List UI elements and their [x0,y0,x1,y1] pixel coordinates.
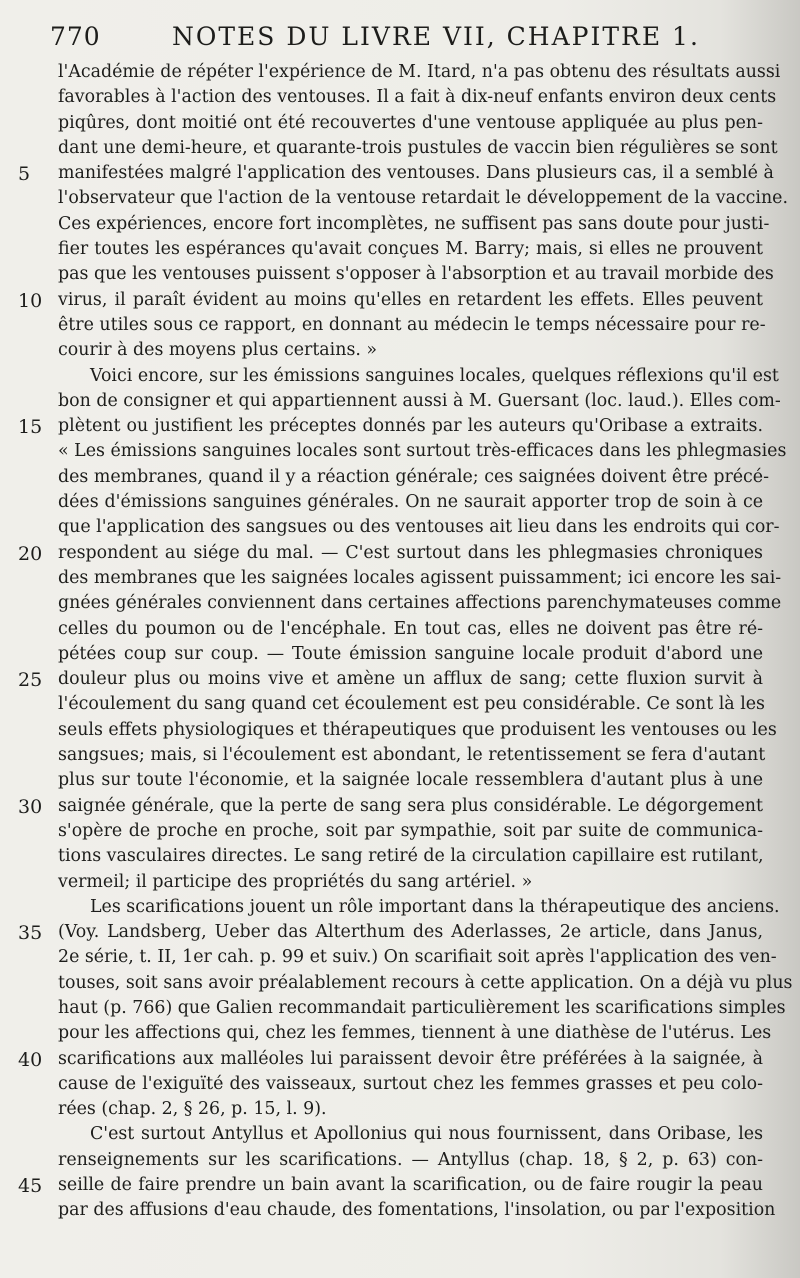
text-line [0,794,800,819]
text-line [0,591,800,616]
line-text: l'observateur que l'action de la ventouse retardait le développement de la vaccine. [58,188,788,209]
text-line [0,288,800,313]
text-line [0,1122,800,1147]
text-line [0,186,800,211]
line-text: des membranes, quand il y a réaction générale; ces saignées doivent être précé- [58,466,769,487]
text-line [0,617,800,642]
line-text: l'Académie de répéter l'expérience de M. Itard, n'a pas obtenu des résultats aussi [58,62,781,82]
line-text: C'est surtout Antyllus et Apollonius qui nous fournissent, dans Oribase, les [90,1124,763,1145]
text-line [0,111,800,136]
line-text: haut (p. 766) que Galien recommandait particulièrement les scarifications simples [58,997,786,1018]
text-line [0,1021,800,1046]
line-text: rées (chap. 2, § 26, p. 15, l. 9). [58,1099,327,1120]
text-line [0,844,800,869]
text-line [0,439,800,464]
page-number: 770 [50,22,101,51]
text-line [0,642,800,667]
text-line [0,262,800,287]
text-line [0,85,800,110]
line-text: douleur plus ou moins vive et amène un afflux de sang; cette fluxion survit à [58,669,763,690]
line-text: pour les affections qui, chez les femmes, tiennent à une diathèse de l'utérus. Les [58,1023,772,1044]
text-line [0,819,800,844]
text-line [0,313,800,338]
line-text: pétées coup sur coup. — Toute émission sanguine locale produit d'abord une [58,643,763,664]
text-line [0,364,800,389]
line-number: 15 [18,416,43,439]
text-line [0,1072,800,1097]
text-line [0,566,800,591]
line-text: plètent ou justifient les préceptes donnés par les auteurs qu'Oribase a extraits. [58,416,763,437]
text-line [0,996,800,1021]
line-text: celles du poumon ou de l'encéphale. En tout cas, elles ne doivent pas être ré- [58,618,763,639]
text-line [0,718,800,743]
line-number: 10 [18,289,43,312]
line-text: sangsues; mais, si l'écoulement est abondant, le retentissement se fera d'autant [58,745,766,766]
line-text: dant une demi-heure, et quarante-trois pustules de vaccin bien régulières se sont [58,137,778,158]
line-text: par des affusions d'eau chaude, des fomentations, l'insolation, ou par l'exposition [58,1200,776,1221]
text-line [0,414,800,439]
text-line [0,870,800,895]
line-text: seille de faire prendre un bain avant la scarification, ou de faire rougir la peau [58,1175,763,1196]
line-text: courir à des moyens plus certains. » [58,340,378,361]
line-text: l'écoulement du sang quand cet écoulement est peu considérable. Ce sont là les [58,694,765,715]
text-line [0,743,800,768]
line-text: Voici encore, sur les émissions sanguines locales, quelques réflexions qu'il est [90,365,779,386]
line-text: tions vasculaires directes. Le sang retiré de la circulation capillaire est rutilant, [58,846,764,867]
line-text: plus sur toute l'économie, et la saignée locale ressemblera d'autant plus à une [58,770,763,791]
line-text: gnées générales conviennent dans certaines affections parenchymateuses comme [58,593,782,614]
text-line [0,1198,800,1223]
text-line [0,237,800,262]
line-text: vermeil; il participe des propriétés du sang artériel. » [58,871,533,892]
line-text: que l'application des sangsues ou des ventouses ait lieu dans les endroits qui cor- [58,517,780,538]
line-text: renseignements sur les scarifications. — Antyllus (chap. 18, § 2, p. 63) con- [58,1149,763,1170]
line-text: touses, soit sans avoir préalablement recours à cette application. On a déjà vu plus [58,972,793,993]
text-line [0,212,800,237]
line-text: « Les émissions sanguines locales sont surtout très-efficaces dans les phlegmasies [58,441,787,462]
text-line [0,768,800,793]
line-text: scarifications aux malléoles lui paraissent devoir être préférées à la saignée, à [58,1048,763,1069]
line-text: seuls effets physiologiques et thérapeutiques que produisent les ventouses ou les [58,719,777,740]
text-line [0,1173,800,1198]
line-text: manifestées malgré l'application des ventouses. Dans plusieurs cas, il a semblé à [58,163,774,184]
line-text: bon de consigner et qui appartiennent aussi à M. Guersant (loc. laud.). Elles com- [58,390,781,411]
text-line [0,1047,800,1072]
line-text: des membranes que les saignées locales agissent puissamment; ici encore les sai- [58,567,782,588]
text-line [0,338,800,363]
line-text: pas que les ventouses puissent s'opposer à l'absorption et au travail morbide des [58,264,774,285]
line-text: 2e série, t. II, 1er cah. p. 99 et suiv.) On scarifiait soit après l'application des ven- [58,947,777,968]
running-head: NOTES DU LIVRE VII, CHAPITRE 1. [172,22,700,51]
line-text: saignée générale, que la perte de sang sera plus considérable. Le dégorgement [58,795,763,816]
text-line [0,60,800,85]
line-text: cause de l'exiguïté des vaisseaux, surtout chez les femmes grasses et peu colo- [58,1073,763,1094]
body-text [0,60,800,1224]
text-line [0,389,800,414]
text-line [0,541,800,566]
line-text: Ces expériences, encore fort incomplètes, ne suffisent pas sans doute pour justi- [58,213,770,234]
line-text: favorables à l'action des ventouses. Il a fait à dix-neuf enfants environ deux cents [58,87,777,108]
text-line [0,465,800,490]
line-text: être utiles sous ce rapport, en donnant au médecin le temps nécessaire pour re- [58,314,766,335]
line-number: 5 [18,163,31,186]
line-number: 30 [18,795,43,818]
text-line [0,490,800,515]
text-line [0,971,800,996]
text-line [0,945,800,970]
line-text: (Voy. Landsberg, Ueber das Alterthum des Aderlasses, 2e article, dans Janus, [58,922,763,943]
text-line [0,692,800,717]
line-number: 35 [18,922,43,945]
text-line [0,136,800,161]
line-text: respondent au siége du mal. — C'est surtout dans les phlegmasies chroniques [58,542,763,563]
line-text: piqûres, dont moitié ont été recouvertes d'une ventouse appliquée au plus pen- [58,112,763,133]
line-text: virus, il paraît évident au moins qu'elles en retardent les effets. Elles peuvent [58,289,763,310]
line-number: 20 [18,542,43,565]
text-line [0,1097,800,1122]
line-text: fier toutes les espérances qu'avait conçues M. Barry; mais, si elles ne prouvent [58,239,763,260]
page-header [0,18,800,52]
text-line [0,895,800,920]
line-text: dées d'émissions sanguines générales. On ne saurait apporter trop de soin à ce [58,492,763,513]
text-line [0,161,800,186]
line-number: 40 [18,1048,43,1071]
line-number: 25 [18,669,43,692]
line-number: 45 [18,1175,43,1198]
text-line [0,1148,800,1173]
line-text: Les scarifications jouent un rôle important dans la thérapeutique des anciens. [90,896,780,917]
text-line [0,667,800,692]
text-line [0,920,800,945]
line-text: s'opère de proche en proche, soit par sympathie, soit par suite de communica- [58,820,763,841]
text-line [0,515,800,540]
